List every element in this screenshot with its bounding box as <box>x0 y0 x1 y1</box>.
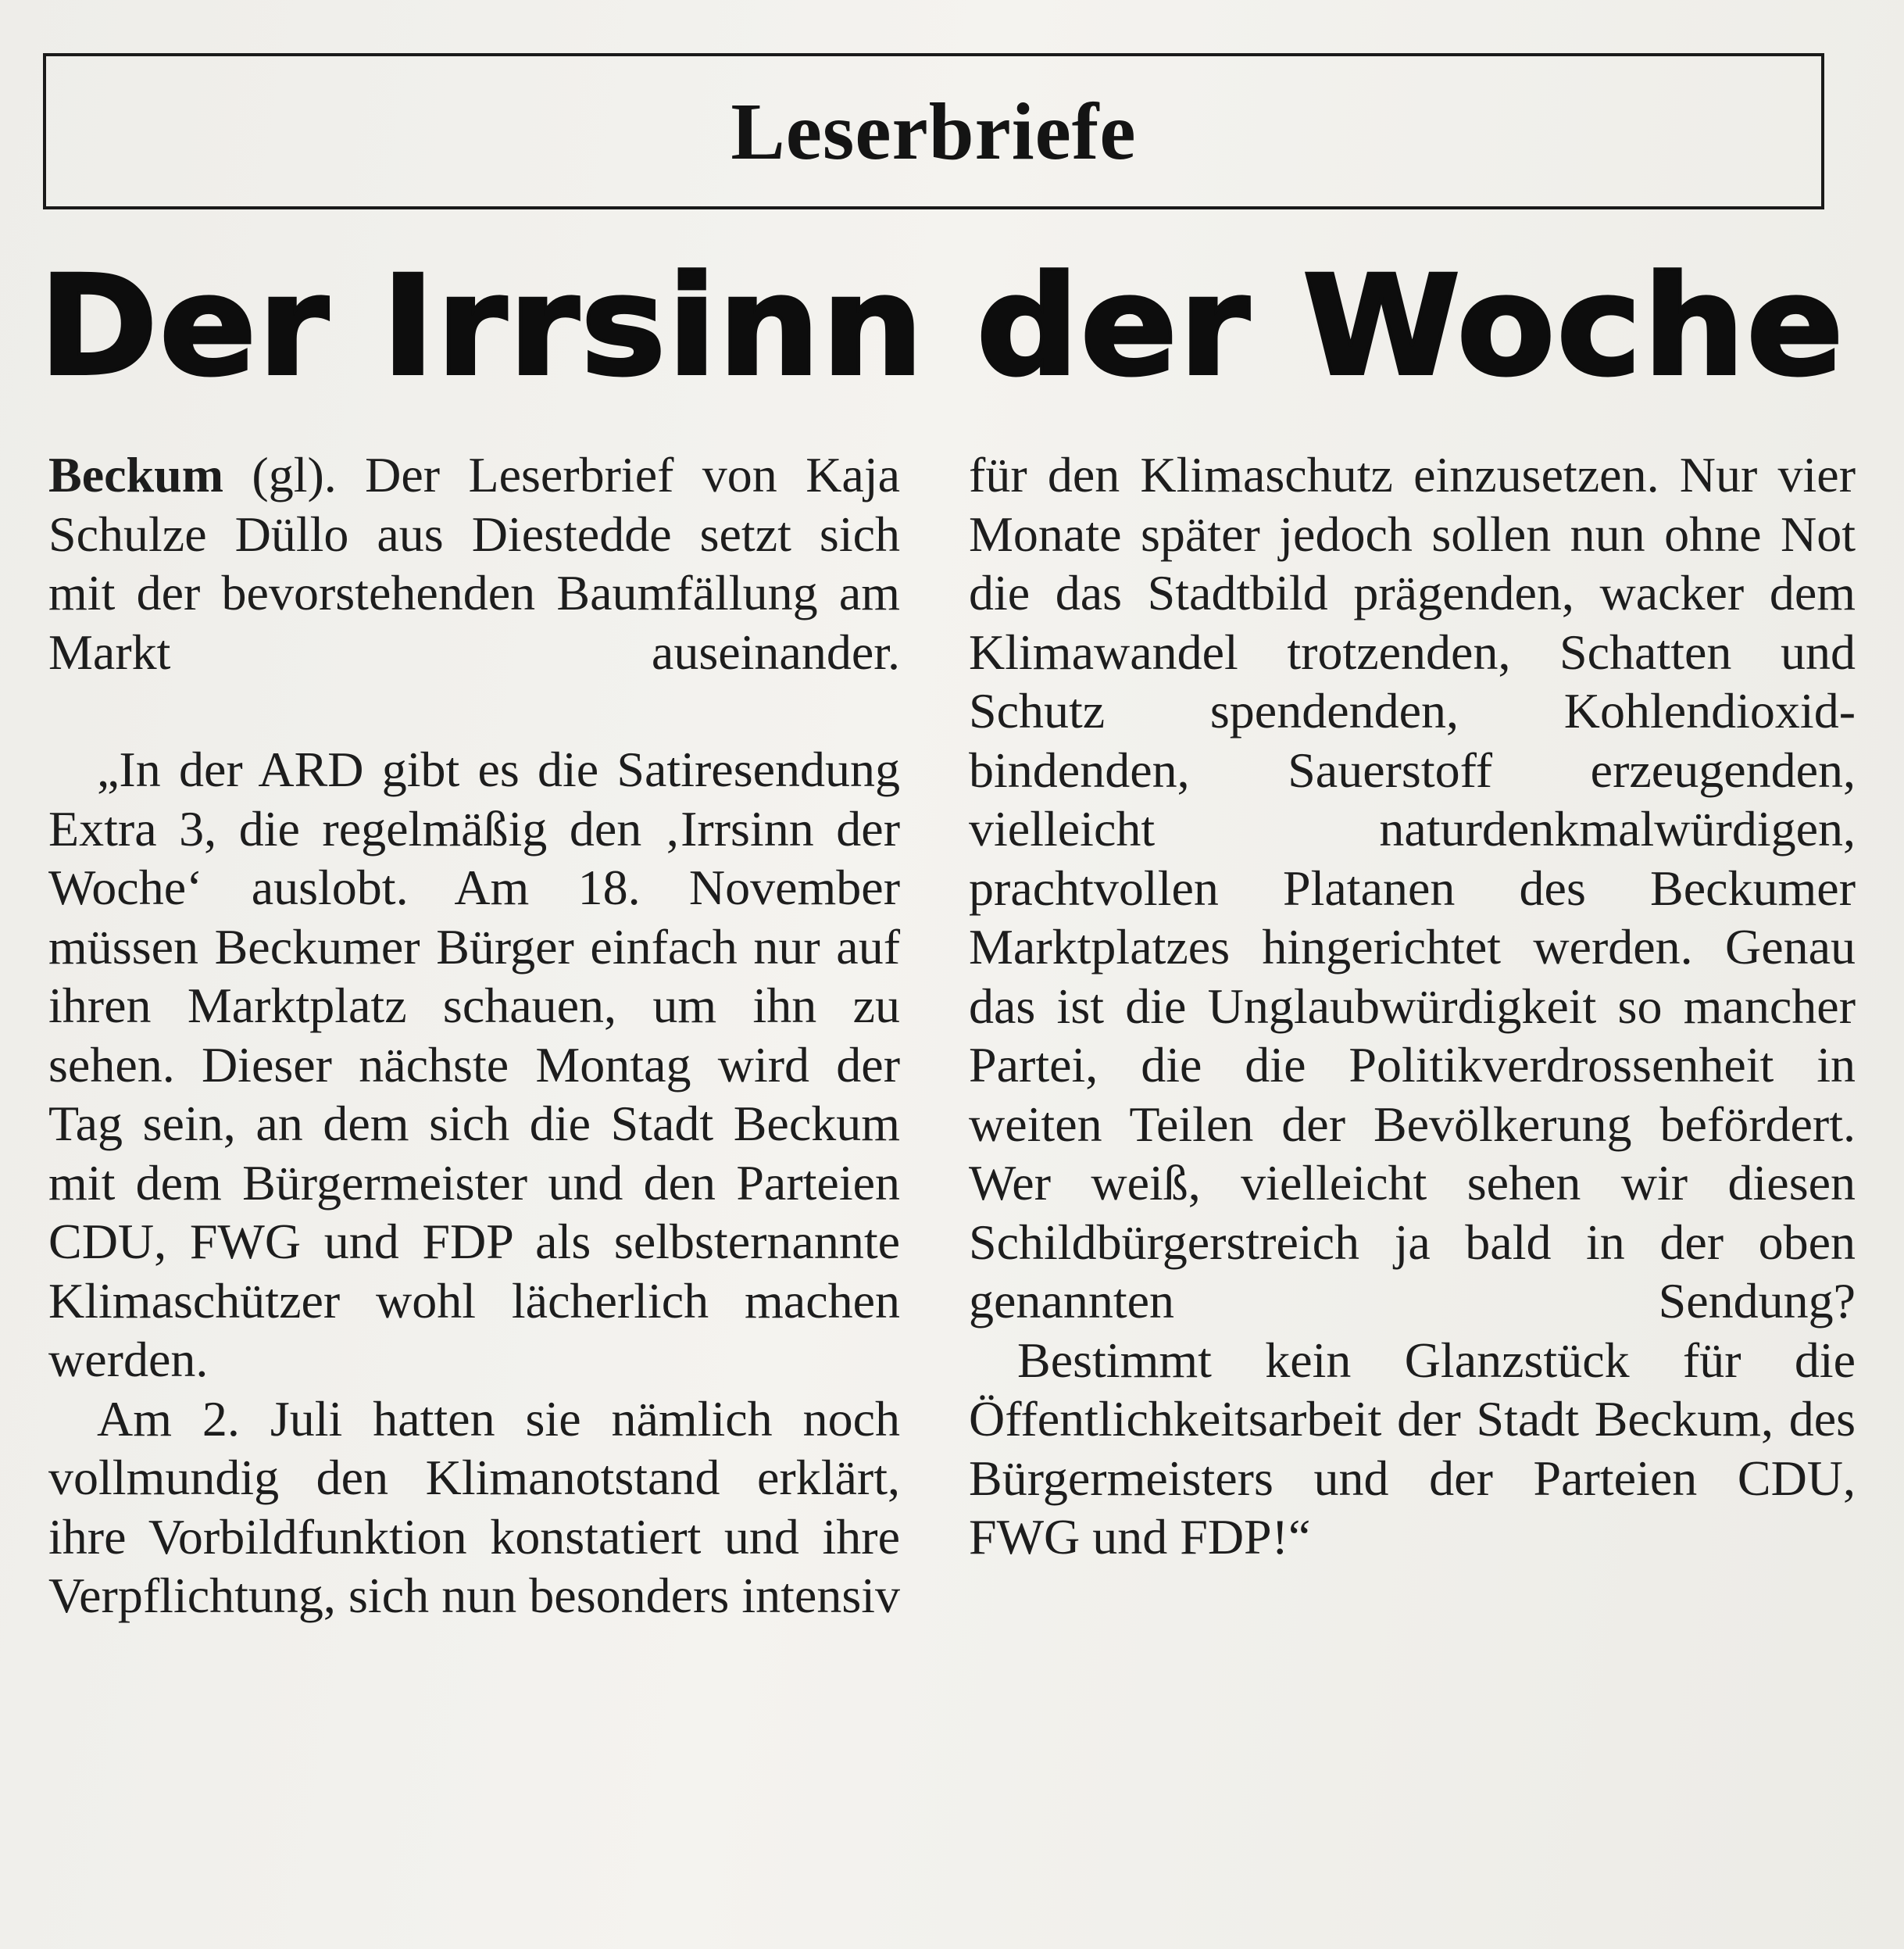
lead-text: (gl). Der Leserbrief von Kaja Schulze Düllo aus Diestedde setzt sich mit der bevorstehenden Baumfällung am Markt auseinander. <box>48 447 900 680</box>
body-paragraph-2-continued: für den Klimaschutz einzusetzen. Nur vier Monate später jedoch sollen nun ohne Not die das Stadtbild prägenden, wacker dem Klimawandel trotzenden, Schatten und Schutz spendenden, Kohlendioxid-bindenden, Sauerstoff erzeugenden, vielleicht naturdenkmalwürdigen, prachtvollen Platanen des Beckumer Marktplatzes hingerichtet werden. Genau das ist die Unglaubwürdigkeit so mancher Partei, die die Politikverdrossenheit in weiten Teilen der Bevölkerung befördert. Wer weiß, vielleicht sehen wir diesen Schildbürgerstreich ja bald in der oben genannten Sendung? <box>969 447 1856 1329</box>
body-paragraph-3: Bestimmt kein Glanzstück für die Öffentlichkeitsarbeit der Stadt Beckum, des Bürgermeisters und der Parteien CDU, FWG und FDP!“ <box>969 1332 1856 1565</box>
body-paragraph-1: „In der ARD gibt es die Satiresendung Extra 3, die regelmäßig den ‚Irrsinn der Woche‘ auslobt. Am 18. November müssen Beckumer Bürger einfach nur auf ihren Marktplatz schauen, um ihn zu sehen. Dieser nächste Montag wird der Tag sein, an dem sich die Stadt Beckum mit dem Bürgermeister und den Parteien CDU, FWG und FDP als selbsternannte Klimaschützer wohl lächerlich machen werden. <box>48 742 900 1387</box>
section-title: Leserbriefe <box>731 86 1137 177</box>
dateline: Beckum <box>48 447 223 502</box>
article-column-left <box>48 445 900 1625</box>
article-headline: Der Irrsinn der Woche <box>39 246 1845 406</box>
article-column-right <box>969 445 1856 1567</box>
section-header-box <box>43 53 1824 209</box>
body-paragraph-2: Am 2. Juli hatten sie nämlich noch vollmundig den Klimanotstand erklärt, ihre Vorbildfunktion konstatiert und ihre Verpflichtung, sich nun besonders intensiv <box>48 1390 900 1623</box>
article-lead <box>48 445 900 681</box>
